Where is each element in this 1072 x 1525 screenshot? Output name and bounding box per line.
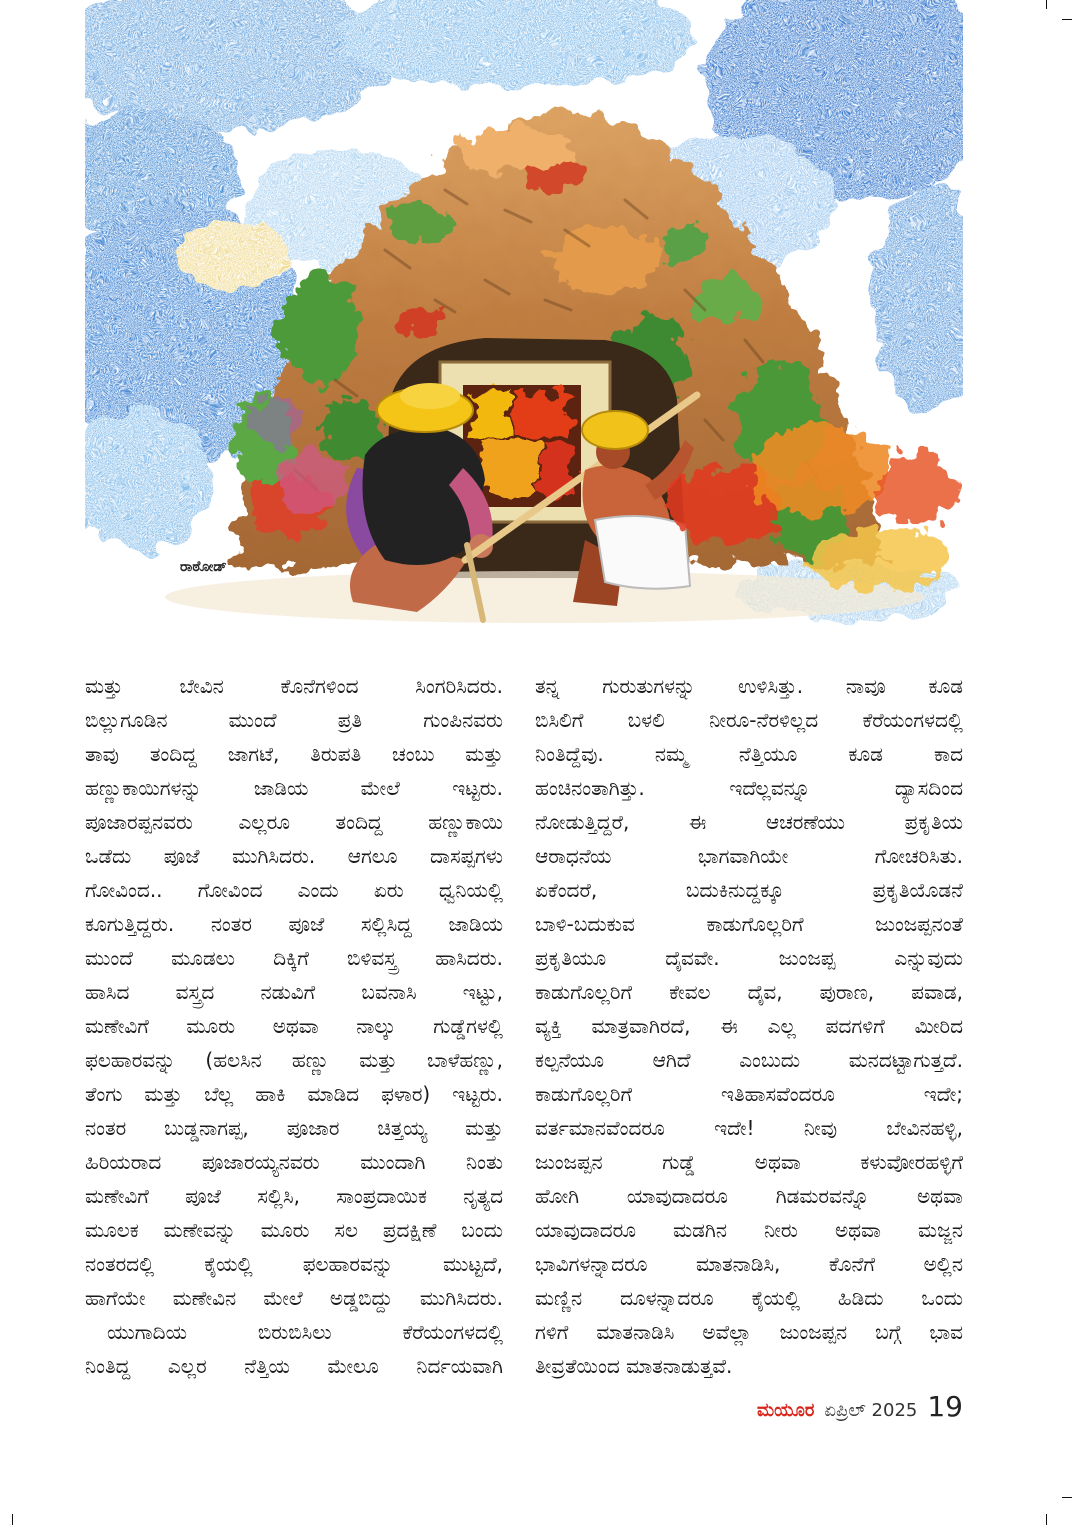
page-footer — [757, 1390, 963, 1423]
text-line: ಕಲ್ಪನೆಯೂ ಆಗಿದೆ ಎಂಬುದು ಮನದಟ್ಟಾಗುತ್ತದೆ. — [535, 1048, 963, 1072]
text-line: ಫಲಹಾರವನ್ನು (ಹಲಸಿನ ಹಣ್ಣು ಮತ್ತು ಬಾಳೆಹಣ್ಣು, — [85, 1048, 503, 1072]
text-line: ವರ್ತಮಾನವೆಂದರೂ ಇದೇ! ನೀವು ಬೇವಿನಹಳ್ಳಿ, — [535, 1116, 963, 1140]
text-line: ಮಣ್ಣಿನ ದೂಳನ್ನಾದರೂ ಕೈಯಲ್ಲಿ ಹಿಡಿದು ಒಂದು — [535, 1286, 963, 1310]
text-line: ಕಾಡುಗೊಲ್ಲರಿಗೆ ಇತಿಹಾಸವೆಂದರೂ ಇದೇ; — [535, 1082, 963, 1106]
text-line: ತೀವ್ರತೆಯಿಂದ ಮಾತನಾಡುತ್ತವೆ. — [535, 1354, 733, 1378]
magenta-brush — [275, 452, 345, 512]
crop-mark — [1046, 1514, 1047, 1525]
text-line: ಪೂಜಾರಪ್ಪನವರು ಎಲ್ಲರೂ ತಂದಿದ್ದ ಹಣ್ಣುಕಾಯಿ — [85, 810, 503, 834]
text-line: ಹಿರಿಯರಾದ ಪೂಜಾರಯ್ಯನವರು ಮುಂದಾಗಿ ನಿಂತು — [85, 1150, 503, 1174]
green-patch — [280, 275, 360, 385]
text-line: ಗಳಿಗೆ ಮಾತನಾಡಿಸಿ ಅವೆಲ್ಲಾ ಜುಂಜಪ್ಪನ ಬಗ್ಗೆ ಭಾವ — [535, 1320, 963, 1344]
green-patch — [661, 227, 709, 263]
page-number: 19 — [927, 1390, 963, 1423]
text-line: ಭಾವಿಗಳನ್ನಾದರೂ ಮಾತನಾಡಿಸಿ, ಕೊನೆಗೆ ಅಲ್ಲಿನ — [535, 1252, 963, 1276]
idol-red — [515, 395, 570, 435]
orange-brush — [750, 425, 890, 515]
article-column-left — [85, 669, 503, 1383]
orange-patch — [455, 126, 575, 174]
text-line: ಹಂಚಿನಂತಾಗಿತ್ತು. ಇದೆಲ್ಲವನ್ನೂ ದ್ಯಾಸದಿಂದ — [535, 776, 963, 800]
text-line: ಜುಂಜಪ್ಪನ ಗುಡ್ಡೆ ಅಥವಾ ಕಳುವೋರಹಳ್ಳಿಗೆ — [535, 1150, 963, 1174]
text-line: ತಾವು ತಂದಿದ್ದ ಜಾಗಟೆ, ತಿರುಪತಿ ಚಂಬು ಮತ್ತು — [85, 742, 503, 766]
text-line: ಹಾಸಿದ ವಸ್ತ್ರದ ನಡುವಿಗೆ ಬವನಾಸಿ ಇಟ್ಟು, — [85, 980, 503, 1004]
text-line: ನಂತರದಲ್ಲಿ ಕೈಯಲ್ಲಿ ಫಲಹಾರವನ್ನು ಮುಟ್ಟದೆ, — [85, 1252, 503, 1276]
text-line: ಮಣೇವಿಗೆ ಮೂರು ಅಥವಾ ನಾಲ್ಕು ಗುಡ್ಡೆಗಳಲ್ಲಿ — [85, 1014, 503, 1038]
text-line: ಮಣೇವಿಗೆ ಪೂಜೆ ಸಲ್ಲಿಸಿ, ಸಾಂಪ್ರದಾಯಿಕ ನೃತ್ಯದ — [85, 1184, 503, 1208]
text-line: ಯಾವುದಾದರೂ ಮಡಗಿನ ನೀರು ಅಥವಾ ಮಜ್ಜನ — [535, 1218, 963, 1242]
right-figure-dhoti — [595, 516, 690, 589]
text-line: ಬಿಲ್ಲುಗೂಡಿನ ಮುಂದೆ ಪ್ರತಿ ಗುಂಪಿನವರು — [85, 708, 503, 732]
text-line: ನಿಂತಿದ್ದ ಎಲ್ಲರ ನೆತ್ತಿಯ ಮೇಲೂ ನಿರ್ದಯವಾಗಿ — [85, 1354, 503, 1378]
text-line: ಹಾಗೆಯೇ ಮಣೇವಿನ ಮೇಲೆ ಅಡ್ಡಬಿದ್ದು ಮುಗಿಸಿದರು. — [85, 1286, 503, 1310]
red-orange-brush — [875, 455, 959, 525]
crop-mark — [12, 1514, 13, 1525]
idol-orange — [480, 440, 538, 495]
text-line: ಬಾಳಿ-ಬದುಕುವ ಕಾಡುಗೊಲ್ಲರಿಗೆ ಜುಂಜಪ್ಪನಂತೆ — [535, 912, 963, 936]
text-line: ನೋಡುತ್ತಿದ್ದರೆ, ಈ ಆಚರಣೆಯು ಪ್ರಕೃತಿಯ — [535, 810, 963, 834]
text-line: ಒಡೆದು ಪೂಜೆ ಮುಗಿಸಿದರು. ಆಗಲೂ ದಾಸಪ್ಪಗಳು — [85, 844, 503, 868]
orange-patch — [550, 230, 660, 290]
crop-mark — [1062, 19, 1072, 20]
text-line: ತನ್ನ ಗುರುತುಗಳನ್ನು ಉಳಿಸಿತ್ತು. ನಾವೂ ಕೂಡ — [535, 674, 963, 698]
text-line: ನಿಂತಿದ್ದೆವು. ನಮ್ಮ ನೆತ್ತಿಯೂ ಕೂಡ ಕಾದ — [535, 742, 963, 766]
text-line: ಮತ್ತು ಬೇವಿನ ಕೊನೆಗಳಿಂದ ಸಿಂಗರಿಸಿದರು. — [85, 674, 503, 698]
text-line: ಏಕೆಂದರೆ, ಬದುಕಿನುದ್ದಕ್ಕೂ ಪ್ರಕೃತಿಯೊಡನೆ — [535, 878, 963, 902]
sky-yellow-patch — [180, 220, 290, 290]
ground — [165, 571, 925, 623]
idol-yellow — [471, 392, 511, 437]
text-line: ಮುಂದೆ ಮೂಡಲು ದಿಕ್ಕಿಗೆ ಬಿಳಿವಸ್ತ್ರ ಹಾಸಿದರು. — [85, 946, 503, 970]
crop-mark — [1062, 1497, 1072, 1498]
text-line: ಯುಗಾದಿಯ ಬಿರುಬಿಸಿಲು ಕೆರೆಯಂಗಳದಲ್ಲಿ — [107, 1320, 503, 1344]
text-line: ಕಾಡುಗೊಲ್ಲರಿಗೆ ಕೇವಲ ದೈವ, ಪುರಾಣ, ಪವಾಡ, — [535, 980, 963, 1004]
text-line: ಆರಾಧನೆಯ ಭಾಗವಾಗಿಯೇ ಗೋಚರಿಸಿತು. — [535, 844, 963, 868]
green-patch — [695, 276, 755, 324]
yellow-brush — [810, 530, 950, 590]
magazine-logo: ಮಯೂರ — [756, 1400, 815, 1421]
sky-blue-patch — [335, 0, 695, 90]
text-line: ಹೋಗಿ ಯಾವುದಾದರೂ ಗಿಡಮರವನ್ನೊ ಅಥವಾ — [535, 1184, 963, 1208]
green-patch — [390, 207, 450, 243]
crop-mark — [1046, 0, 1047, 9]
text-line: ವ್ಯಕ್ತಿ ಮಾತ್ರವಾಗಿರದೆ, ಈ ಎಲ್ಲ ಪದಗಳಿಗೆ ಮೀರಿದ — [535, 1014, 963, 1038]
text-line: ನಂತರ ಬುಡ್ಡನಾಗಪ್ಪ, ಪೂಜಾರ ಚಿತ್ತಯ್ಯ ಮತ್ತು — [85, 1116, 503, 1140]
text-line: ಮೂಲಕ ಮಣೇವನ್ನು ಮೂರು ಸಲ ಪ್ರದಕ್ಷಿಣೆ ಬಂದು — [85, 1218, 503, 1242]
text-line: ಪ್ರಕೃತಿಯೂ ದೈವವೇ. ಜುಂಜಪ್ಪ ಎನ್ನುವುದು — [535, 946, 963, 970]
article-column-right — [535, 669, 963, 1383]
purple-brush — [250, 395, 300, 445]
text-line: ಗೋವಿಂದ.. ಗೋವಿಂದ ಎಂದು ಏರು ಧ್ವನಿಯಲ್ಲಿ — [85, 878, 503, 902]
sky-blue-patch — [875, 185, 963, 415]
text-line: ಹಣ್ಣುಕಾಯಿಗಳನ್ನು ಜಾಡಿಯ ಮೇಲೆ ಇಟ್ಟರು. — [85, 776, 503, 800]
text-line: ತೆಂಗು ಮತ್ತು ಬೆಲ್ಲ ಹಾಕಿ ಮಾಡಿದ ಫಳಾರ) ಇಟ್ಟರು. — [85, 1082, 503, 1106]
left-figure-turban-top — [400, 383, 460, 409]
hut-illustration — [85, 0, 963, 625]
issue-date: ಏಪ್ರಿಲ್ 2025 — [824, 1400, 918, 1421]
right-figure-turban — [582, 411, 648, 449]
text-line: ಕೂಗುತ್ತಿದ್ದರು. ನಂತರ ಪೂಜೆ ಸಲ್ಲಿಸಿದ್ದ ಜಾಡಿಯ — [85, 912, 503, 936]
artist-signature: ರಾಠೋಡ್ — [180, 559, 227, 575]
text-line: ಬಿಸಿಲಿಗೆ ಬಳಲಿ ನೀರೂ-ನೆರಳಿಲ್ಲದ ಕೆರೆಯಂಗಳದಲ್ಲಿ — [535, 708, 963, 732]
red-patch — [396, 308, 444, 336]
